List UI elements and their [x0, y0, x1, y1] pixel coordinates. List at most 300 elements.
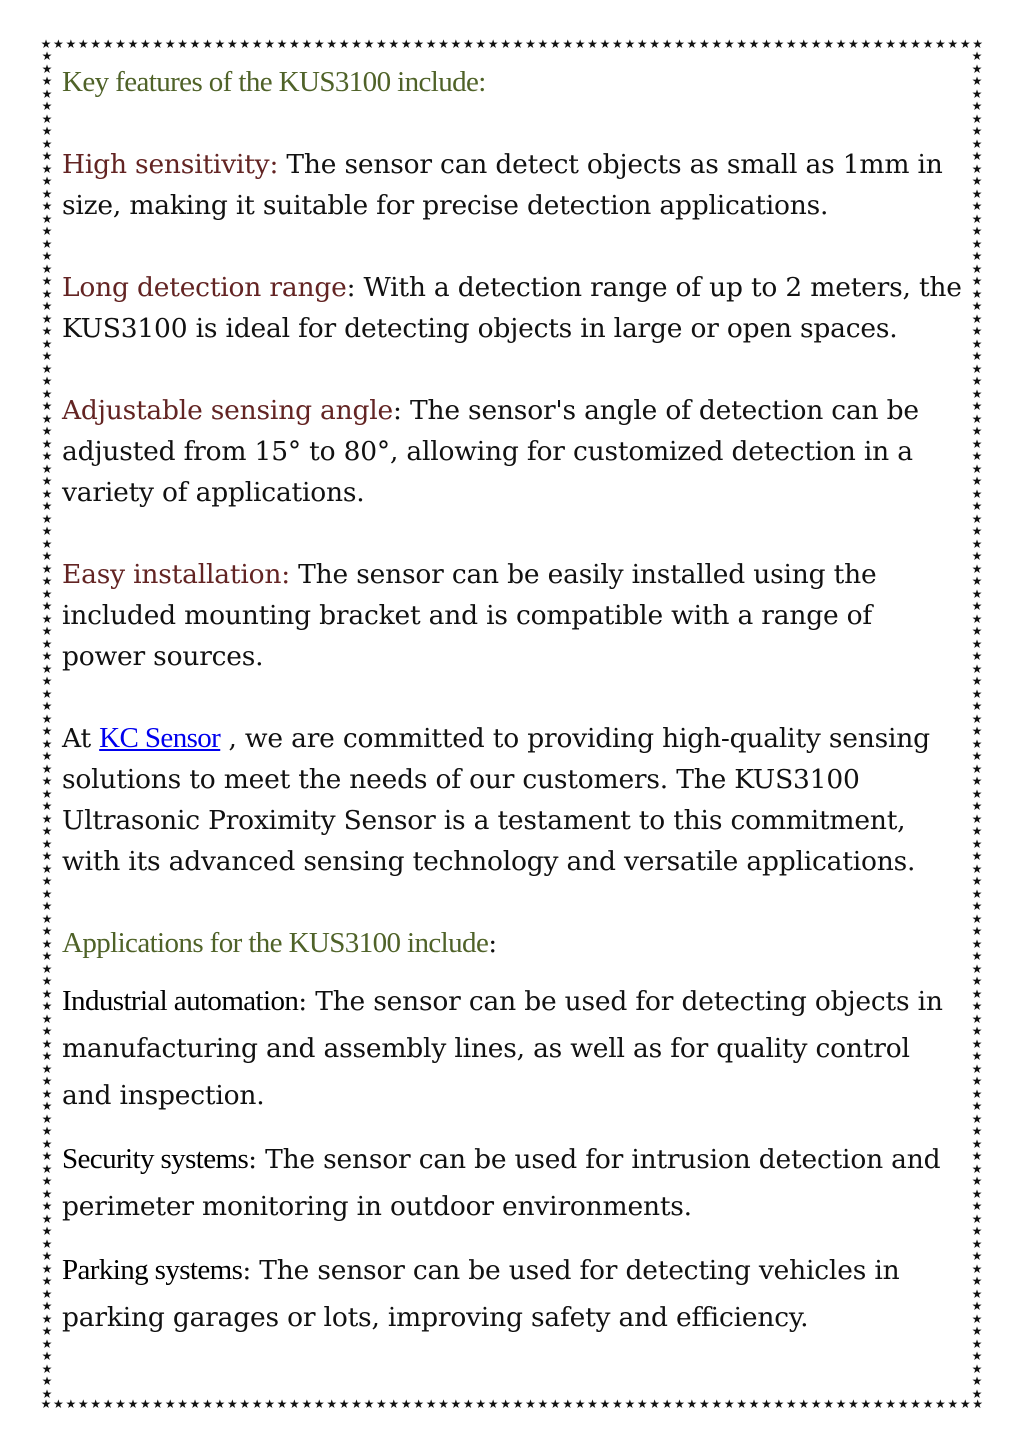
star-border-star: ★ [848, 1398, 859, 1411]
star-border-star: ★ [835, 38, 847, 51]
star-border-star: ★ [41, 711, 53, 726]
star-border-star: ★ [971, 1061, 983, 1076]
feature-item-high-sensitivity [62, 144, 962, 226]
star-border-star: ★ [971, 461, 983, 476]
feature-text: The sensor can be easily installed using the included mounting bracket and is compatible with a range of power sources. [62, 559, 877, 672]
star-border-star: ★ [41, 861, 53, 876]
star-border-star: ★ [736, 38, 747, 51]
star-border-star: ★ [971, 149, 983, 163]
star-border-star: ★ [251, 1398, 263, 1411]
star-border-star: ★ [971, 699, 983, 713]
star-border-star: ★ [251, 38, 263, 51]
star-border-star: ★ [41, 961, 53, 976]
star-border-star: ★ [425, 38, 437, 51]
star-border-star: ★ [41, 536, 53, 551]
star-border-star: ★ [971, 174, 983, 188]
star-border-star: ★ [41, 386, 53, 401]
star-border-star: ★ [40, 1398, 52, 1411]
star-border-star: ★ [41, 674, 53, 688]
star-border-star: ★ [226, 1398, 238, 1411]
star-border-star: ★ [41, 936, 53, 951]
star-border-star: ★ [41, 249, 53, 263]
star-border-star: ★ [971, 974, 983, 988]
star-border-star: ★ [438, 1398, 449, 1411]
star-border-star: ★ [41, 50, 53, 63]
star-border-star: ★ [41, 224, 53, 238]
star-border-star: ★ [177, 38, 189, 51]
star-border-star: ★ [338, 1398, 350, 1411]
star-border-star: ★ [41, 1036, 53, 1051]
star-border-star: ★ [711, 38, 723, 51]
star-border-left [40, 50, 54, 1400]
star-border-star: ★ [612, 38, 623, 51]
star-border-star: ★ [77, 38, 89, 51]
star-border-star: ★ [971, 999, 983, 1013]
star-border-star: ★ [686, 1398, 698, 1411]
star-border-star: ★ [41, 449, 53, 463]
star-border-star: ★ [959, 38, 971, 51]
star-border-star: ★ [41, 1261, 53, 1276]
star-border-star: ★ [41, 849, 53, 863]
star-border-star: ★ [934, 1398, 946, 1411]
star-border-star: ★ [41, 824, 53, 838]
star-border-star: ★ [971, 486, 983, 501]
star-border-star: ★ [698, 38, 710, 51]
star-border-star: ★ [971, 1224, 983, 1238]
star-border-star: ★ [127, 38, 139, 51]
star-border-star: ★ [748, 38, 760, 51]
star-border-top [40, 38, 984, 52]
star-border-star: ★ [971, 1236, 983, 1251]
star-border-star: ★ [971, 661, 983, 676]
star-border-star: ★ [698, 1398, 710, 1411]
star-border-star: ★ [971, 124, 983, 138]
star-border-star: ★ [462, 1398, 474, 1411]
star-border-star: ★ [102, 38, 114, 51]
star-border-star: ★ [41, 1086, 53, 1101]
commitment-prefix: At [62, 723, 100, 754]
star-border-star: ★ [897, 1398, 909, 1411]
star-border-star: ★ [90, 1398, 102, 1411]
star-border-star: ★ [139, 38, 151, 51]
star-border-star: ★ [971, 1174, 983, 1188]
star-border-star: ★ [971, 799, 983, 813]
star-border-star: ★ [971, 474, 983, 488]
star-border-star: ★ [872, 1398, 884, 1411]
star-border-star: ★ [587, 1398, 598, 1411]
star-border-star: ★ [438, 38, 449, 51]
star-border-star: ★ [549, 1398, 561, 1411]
star-border-right [970, 50, 984, 1400]
star-border-star: ★ [971, 399, 983, 413]
star-border-star: ★ [537, 1398, 549, 1411]
star-border-star: ★ [860, 1398, 872, 1411]
star-border-star: ★ [971, 1049, 983, 1063]
feature-item-easy-installation [62, 554, 962, 677]
star-border-star: ★ [971, 836, 983, 851]
star-border-star: ★ [41, 1299, 53, 1313]
star-border-star: ★ [971, 349, 983, 363]
star-border-star: ★ [189, 1398, 201, 1411]
star-border-star: ★ [612, 1398, 623, 1411]
star-border-star: ★ [761, 1398, 772, 1411]
star-border-star: ★ [624, 38, 636, 51]
star-border-star: ★ [41, 999, 53, 1013]
feature-term: Easy installation: [62, 559, 290, 590]
star-border-star: ★ [971, 711, 983, 726]
star-border-star: ★ [41, 811, 53, 826]
feature-item-long-range [62, 267, 962, 349]
star-border-star: ★ [41, 1249, 53, 1263]
star-border-star: ★ [910, 38, 921, 51]
star-border-star: ★ [971, 224, 983, 238]
star-border-star: ★ [971, 649, 983, 663]
star-border-star: ★ [971, 211, 983, 226]
star-border-star: ★ [41, 724, 53, 738]
star-border-star: ★ [376, 1398, 387, 1411]
star-border-star: ★ [487, 1398, 499, 1411]
star-border-star: ★ [971, 499, 983, 513]
star-border-star: ★ [41, 1211, 53, 1226]
star-border-star: ★ [41, 599, 53, 613]
applications-heading [62, 923, 962, 964]
star-border-star: ★ [41, 61, 53, 76]
star-border-star: ★ [41, 911, 53, 926]
star-border-star: ★ [810, 38, 822, 51]
star-border-star: ★ [41, 699, 53, 713]
star-border-star: ★ [214, 1398, 226, 1411]
star-border-star: ★ [971, 824, 983, 838]
star-border-star: ★ [711, 1398, 723, 1411]
star-border-star: ★ [202, 1398, 213, 1411]
star-border-star: ★ [41, 874, 53, 888]
commitment-paragraph [62, 718, 962, 882]
star-border-star: ★ [301, 38, 313, 51]
commitment-text: , we are committed to providing high-quality sensing solutions to meet the needs of our customers. The KUS3100 Ultrasonic Proximity Sensor is a testament to this commitment, with its advanced sensing technology and versatile applications. [62, 723, 930, 877]
feature-text: The sensor can detect objects as small as 1mm in size, making it suitable for precise detection applications. [62, 149, 943, 221]
application-text: : The sensor can be used for detecting objects in manufacturing and assembly lines, as well as for quality control and inspection. [62, 986, 943, 1111]
star-border-star: ★ [562, 38, 574, 51]
star-border-star: ★ [41, 186, 53, 201]
star-border-star: ★ [661, 38, 673, 51]
features-heading: Key features of the KUS3100 include: [62, 66, 486, 98]
star-border-star: ★ [971, 911, 983, 926]
star-border-star: ★ [761, 38, 772, 51]
star-border-star: ★ [971, 1361, 983, 1376]
star-border-star: ★ [301, 1398, 313, 1411]
star-border-star: ★ [971, 1124, 983, 1138]
star-border-star: ★ [574, 1398, 586, 1411]
star-border-star: ★ [202, 38, 213, 51]
star-border-star: ★ [41, 686, 53, 701]
star-border-star: ★ [971, 861, 983, 876]
star-border-star: ★ [41, 749, 53, 763]
star-border-star: ★ [65, 38, 77, 51]
star-border-star: ★ [41, 1161, 53, 1176]
star-border-star: ★ [971, 299, 983, 313]
star-border-star: ★ [971, 586, 983, 601]
star-border-star: ★ [971, 574, 983, 588]
star-border-star: ★ [971, 899, 983, 913]
applications-heading-text: Applications for the KUS3100 include [62, 927, 489, 959]
star-border-star: ★ [239, 1398, 251, 1411]
star-border-star: ★ [388, 38, 400, 51]
star-border-star: ★ [41, 786, 53, 801]
star-border-star: ★ [41, 1174, 53, 1188]
star-border-star: ★ [41, 1286, 53, 1301]
star-border-star: ★ [41, 899, 53, 913]
star-border-star: ★ [41, 236, 53, 251]
star-border-star: ★ [41, 374, 53, 388]
star-border-star: ★ [214, 38, 226, 51]
star-border-star: ★ [239, 38, 251, 51]
star-border-star: ★ [537, 38, 549, 51]
star-border-star: ★ [971, 1136, 983, 1151]
star-border-star: ★ [41, 611, 53, 626]
star-border-star: ★ [41, 924, 53, 938]
star-border-star: ★ [41, 299, 53, 313]
star-border-star: ★ [971, 849, 983, 863]
star-border-star: ★ [971, 986, 983, 1001]
star-border-star: ★ [971, 136, 983, 151]
star-border-star: ★ [53, 38, 64, 51]
star-border-star: ★ [41, 1199, 53, 1213]
application-item-industrial [62, 978, 962, 1119]
star-border-star: ★ [351, 1398, 362, 1411]
star-border-star: ★ [41, 474, 53, 488]
star-border-star: ★ [835, 1398, 847, 1411]
star-border-star: ★ [823, 38, 834, 51]
kc-sensor-link[interactable]: KC Sensor [99, 722, 221, 754]
star-border-star: ★ [971, 311, 983, 326]
star-border-star: ★ [947, 1398, 959, 1411]
star-border-star: ★ [41, 1136, 53, 1151]
star-border-star: ★ [41, 336, 53, 351]
star-border-star: ★ [41, 486, 53, 501]
star-border-star: ★ [599, 1398, 611, 1411]
star-border-star: ★ [41, 949, 53, 963]
star-border-star: ★ [127, 1398, 139, 1411]
star-border-star: ★ [959, 1398, 971, 1411]
star-border-star: ★ [41, 124, 53, 138]
star-border-star: ★ [872, 38, 884, 51]
star-border-star: ★ [934, 38, 946, 51]
star-border-star: ★ [723, 1398, 735, 1411]
star-border-star: ★ [41, 774, 53, 788]
star-border-star: ★ [276, 1398, 288, 1411]
star-border-star: ★ [512, 38, 524, 51]
star-border-star: ★ [77, 1398, 89, 1411]
star-border-star: ★ [41, 199, 53, 213]
star-border-star: ★ [971, 286, 983, 301]
star-border-star: ★ [41, 986, 53, 1001]
star-border-star: ★ [41, 74, 53, 88]
star-border-star: ★ [785, 38, 797, 51]
star-border-star: ★ [971, 886, 983, 901]
star-border-star: ★ [41, 1374, 53, 1388]
star-border-star: ★ [41, 1124, 53, 1138]
star-border-star: ★ [971, 336, 983, 351]
star-border-star: ★ [971, 436, 983, 451]
star-border-star: ★ [971, 99, 983, 113]
star-border-star: ★ [462, 38, 474, 51]
star-border-star: ★ [785, 1398, 797, 1411]
star-border-star: ★ [41, 1311, 53, 1326]
star-border-star: ★ [41, 549, 53, 563]
star-border-star: ★ [41, 499, 53, 513]
star-border-star: ★ [972, 1398, 984, 1411]
star-border-star: ★ [971, 686, 983, 701]
star-border-star: ★ [971, 1324, 983, 1338]
application-text: : The sensor can be used for intrusion detection and perimeter monitoring in outdoor environments. [62, 1144, 941, 1222]
star-border-star: ★ [500, 1398, 511, 1411]
star-border-star: ★ [661, 1398, 673, 1411]
star-border-star: ★ [500, 38, 511, 51]
star-border-star: ★ [289, 38, 300, 51]
star-border-star: ★ [971, 74, 983, 88]
star-border-star: ★ [971, 1149, 983, 1163]
star-border-star: ★ [450, 1398, 462, 1411]
star-border-star: ★ [41, 99, 53, 113]
star-border-star: ★ [388, 1398, 400, 1411]
star-border-star: ★ [376, 38, 387, 51]
star-border-star: ★ [41, 1336, 53, 1351]
star-border-star: ★ [971, 1211, 983, 1226]
star-border-star: ★ [41, 1224, 53, 1238]
application-term: Parking systems [62, 1254, 243, 1286]
star-border-star: ★ [41, 411, 53, 426]
star-border-star: ★ [41, 574, 53, 588]
star-border-star: ★ [41, 274, 53, 288]
star-border-star: ★ [41, 1111, 53, 1126]
star-border-star: ★ [65, 1398, 77, 1411]
star-border-star: ★ [897, 38, 909, 51]
star-border-star: ★ [971, 199, 983, 213]
star-border-star: ★ [41, 561, 53, 576]
star-border-star: ★ [971, 1274, 983, 1288]
star-border-star: ★ [971, 1161, 983, 1176]
star-border-star: ★ [512, 1398, 524, 1411]
star-border-star: ★ [971, 424, 983, 438]
document-body [62, 62, 962, 1341]
star-border-star: ★ [115, 1398, 126, 1411]
star-border-star: ★ [152, 38, 164, 51]
star-border-star: ★ [264, 1398, 275, 1411]
star-border-star: ★ [971, 1199, 983, 1213]
star-border-star: ★ [971, 61, 983, 76]
star-border-star: ★ [425, 1398, 437, 1411]
star-border-star: ★ [264, 38, 275, 51]
star-border-star: ★ [971, 1036, 983, 1051]
star-border-star: ★ [41, 836, 53, 851]
star-border-star: ★ [971, 786, 983, 801]
applications-heading-colon: : [488, 928, 497, 959]
star-border-star: ★ [363, 1398, 375, 1411]
star-border-star: ★ [947, 38, 959, 51]
star-border-star: ★ [971, 1086, 983, 1101]
star-border-star: ★ [798, 1398, 810, 1411]
star-border-star: ★ [674, 1398, 685, 1411]
star-border-star: ★ [971, 1349, 983, 1363]
star-border-star: ★ [971, 1374, 983, 1388]
star-border-star: ★ [910, 1398, 921, 1411]
star-border-star: ★ [276, 38, 288, 51]
star-border-star: ★ [971, 936, 983, 951]
star-border-star: ★ [848, 38, 859, 51]
star-border-star: ★ [599, 38, 611, 51]
star-border-star: ★ [351, 38, 362, 51]
feature-term: High sensitivity: [62, 149, 279, 180]
application-term: Industrial automation [62, 985, 299, 1017]
star-border-star: ★ [41, 1236, 53, 1251]
star-border-star: ★ [971, 1286, 983, 1301]
star-border-star: ★ [971, 324, 983, 338]
star-border-star: ★ [41, 1386, 53, 1400]
star-border-star: ★ [971, 111, 983, 126]
star-border-star: ★ [971, 724, 983, 738]
star-border-star: ★ [748, 1398, 760, 1411]
star-border-star: ★ [971, 774, 983, 788]
star-border-star: ★ [649, 1398, 661, 1411]
star-border-star: ★ [41, 661, 53, 676]
star-border-star: ★ [41, 211, 53, 226]
star-border-star: ★ [971, 374, 983, 388]
star-border-star: ★ [41, 1349, 53, 1363]
star-border-star: ★ [289, 1398, 300, 1411]
application-text: : The sensor can be used for detecting vehicles in parking garages or lots, improving safety and efficiency. [62, 1255, 900, 1333]
star-border-star: ★ [41, 886, 53, 901]
star-border-star: ★ [971, 524, 983, 538]
star-border-star: ★ [41, 586, 53, 601]
star-border-star: ★ [41, 261, 53, 276]
star-border-star: ★ [723, 38, 735, 51]
star-border-star: ★ [971, 1261, 983, 1276]
star-border-star: ★ [525, 1398, 536, 1411]
star-border-star: ★ [885, 1398, 897, 1411]
star-border-star: ★ [475, 1398, 487, 1411]
star-border-star: ★ [40, 38, 52, 51]
star-border-star: ★ [971, 249, 983, 263]
star-border-star: ★ [41, 324, 53, 338]
star-border-star: ★ [885, 38, 897, 51]
star-border-star: ★ [41, 424, 53, 438]
star-border-star: ★ [41, 524, 53, 538]
star-border-star: ★ [971, 636, 983, 651]
star-border-star: ★ [971, 1099, 983, 1113]
feature-item-adjustable-angle [62, 390, 962, 513]
star-border-star: ★ [41, 511, 53, 526]
star-border-star: ★ [971, 549, 983, 563]
star-border-star: ★ [41, 349, 53, 363]
star-border-star: ★ [41, 436, 53, 451]
feature-text: : The sensor's angle of detection can be adjusted from 15° to 80°, allowing for customized detection in a variety of applications. [62, 395, 919, 508]
star-border-star: ★ [41, 136, 53, 151]
star-border-star: ★ [313, 1398, 325, 1411]
star-border-star: ★ [102, 1398, 114, 1411]
star-border-star: ★ [922, 38, 934, 51]
star-border-star: ★ [971, 1074, 983, 1088]
star-border-star: ★ [41, 1024, 53, 1038]
feature-term: Adjustable sensing angle [62, 395, 394, 426]
star-border-star: ★ [971, 624, 983, 638]
star-border-star: ★ [971, 949, 983, 963]
star-border-star: ★ [971, 1336, 983, 1351]
star-border-star: ★ [326, 1398, 338, 1411]
star-border-star: ★ [41, 1099, 53, 1113]
star-border-star: ★ [971, 874, 983, 888]
star-border-star: ★ [971, 50, 983, 63]
star-border-star: ★ [90, 38, 102, 51]
